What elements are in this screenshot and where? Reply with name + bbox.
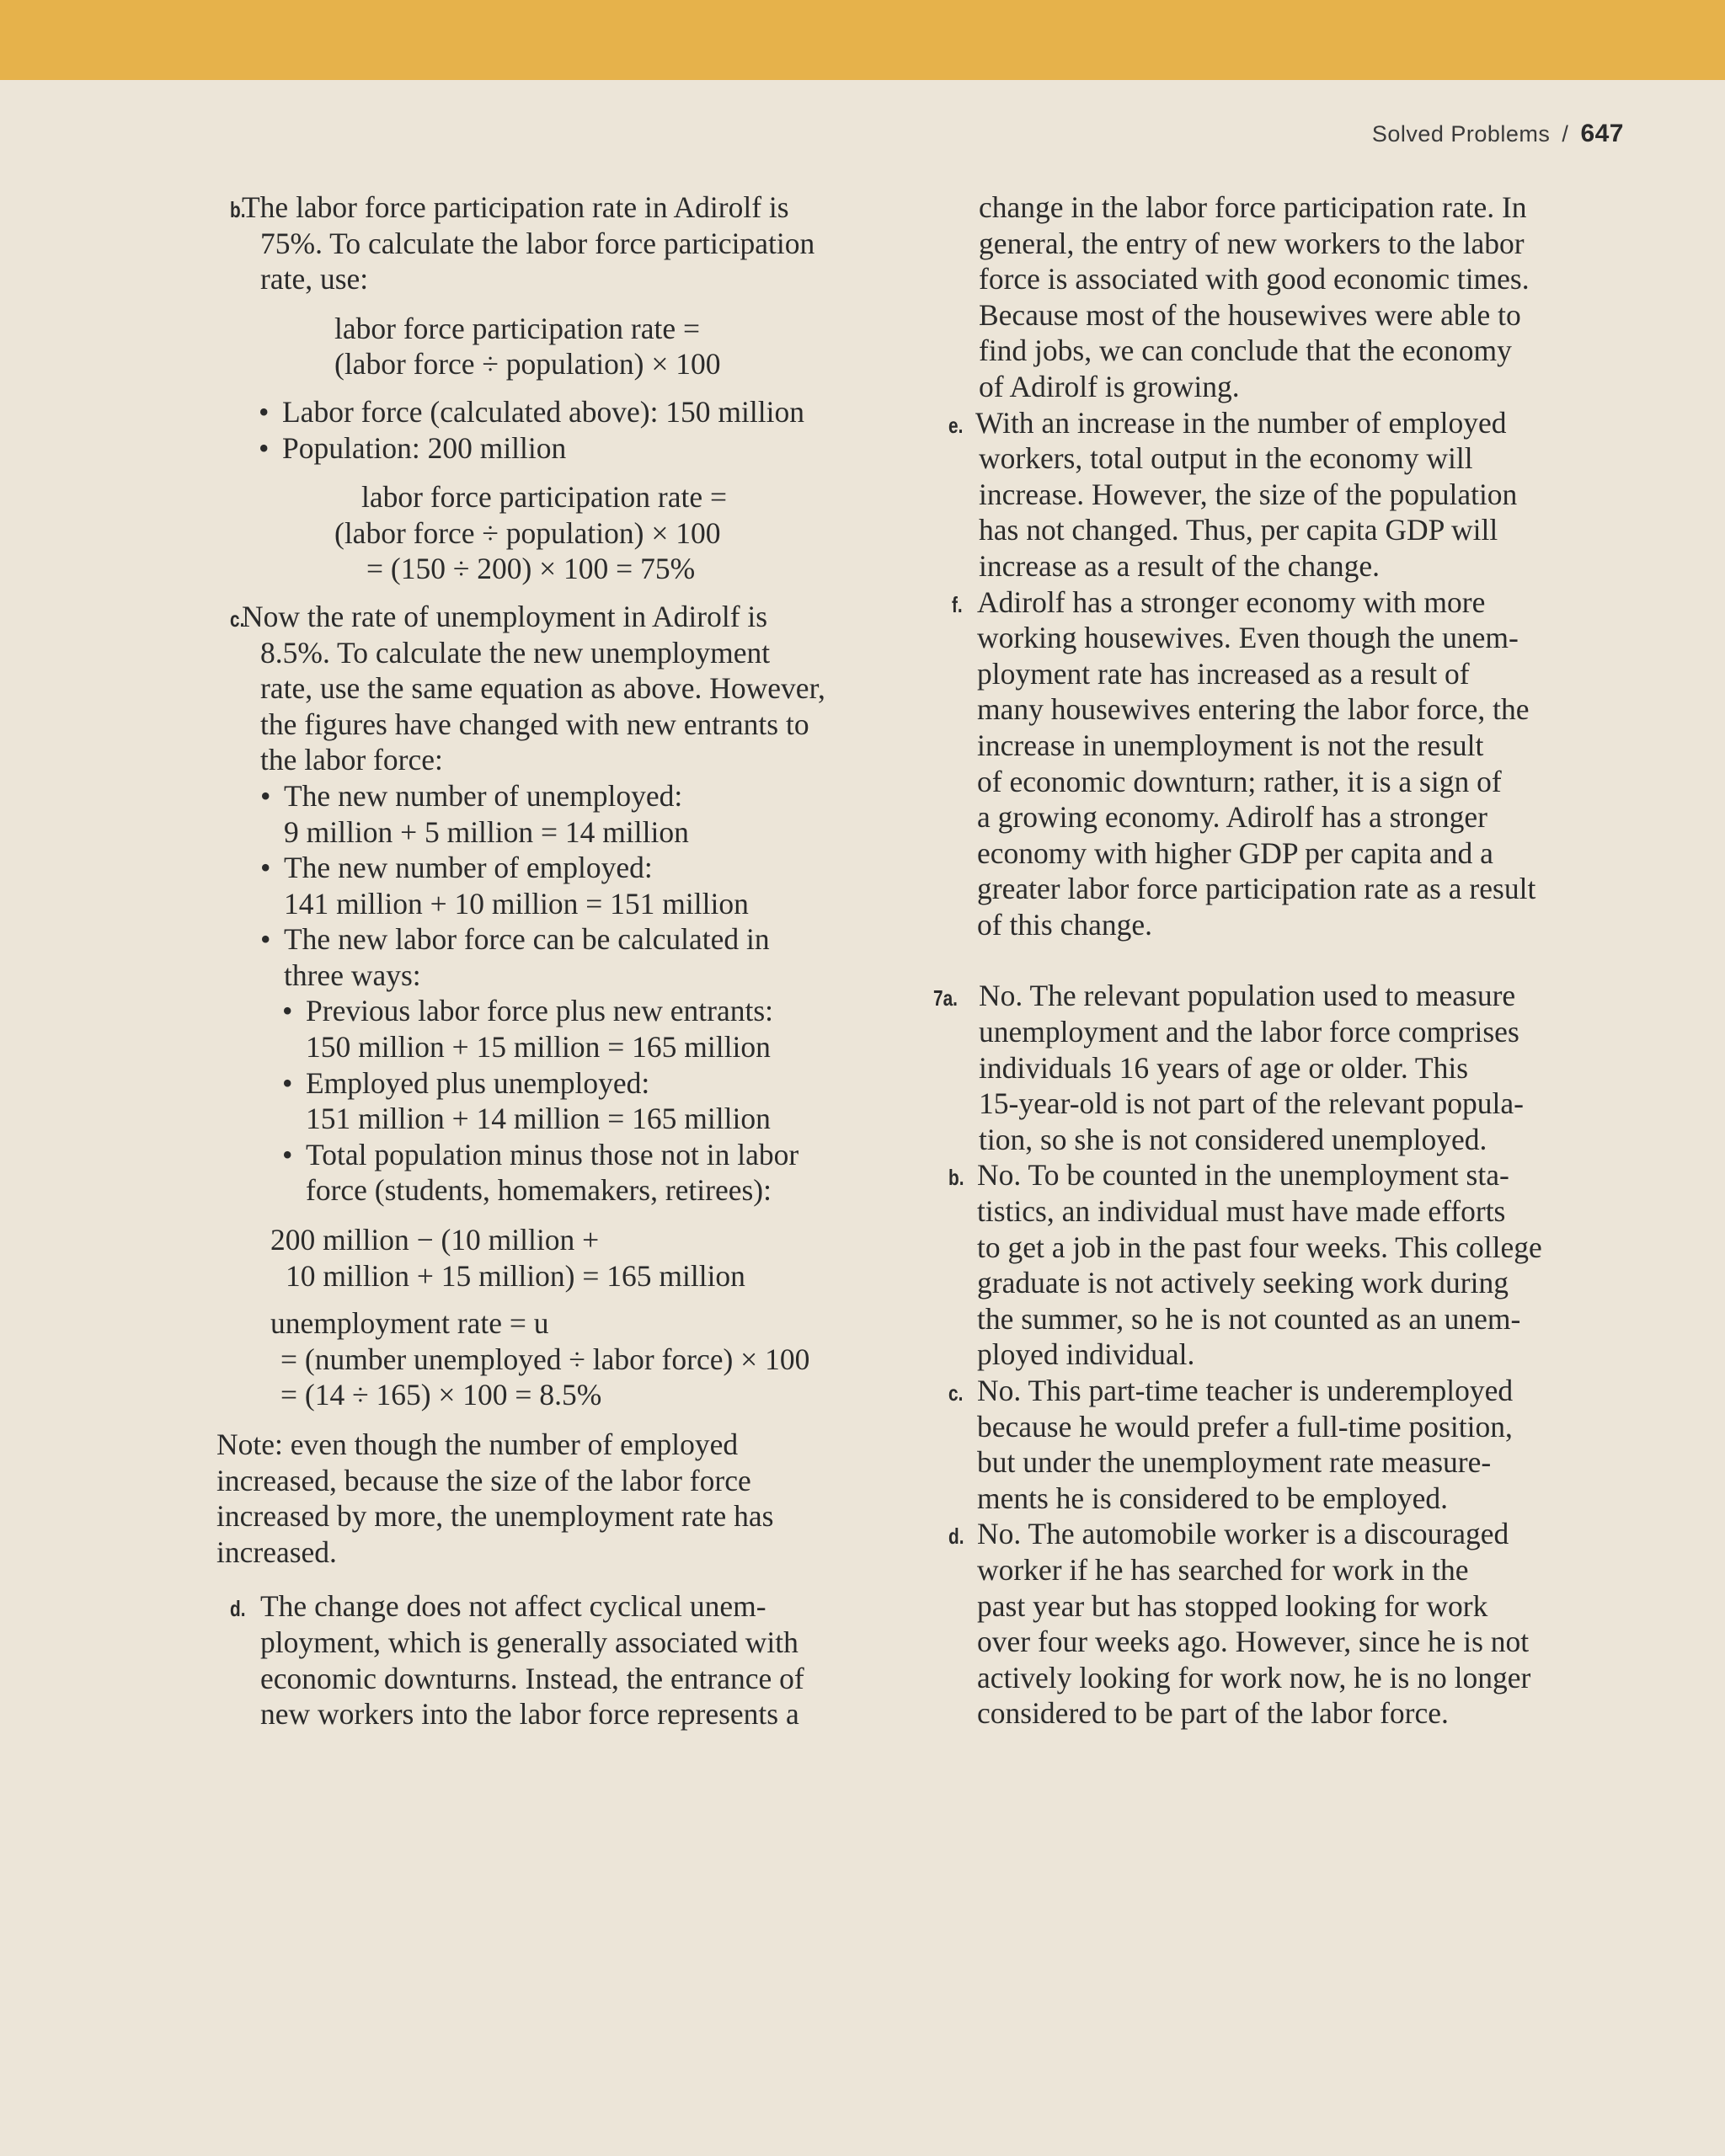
text-line: the labor force: — [260, 743, 443, 777]
text-line: over four weeks ago. However, since he is not — [977, 1625, 1530, 1659]
text-line: the summer, so he is not counted as an unem- — [977, 1301, 1521, 1336]
text-line: tion, so she is not considered unemployed. — [979, 1122, 1487, 1156]
item-label: e. — [948, 412, 964, 438]
formula-line: (labor force ÷ population) × 100 — [334, 347, 721, 382]
bullet-item — [260, 778, 914, 850]
answer-7a — [927, 978, 1634, 1157]
bullet-item — [259, 394, 914, 430]
text-line: ployment rate has increased as a result of — [977, 656, 1470, 691]
bullet-text: • The new number of employed: — [284, 851, 653, 885]
item-label: c. — [230, 606, 245, 632]
item-label: d. — [948, 1524, 964, 1550]
text-line: find jobs, we can conclude that the economy — [979, 334, 1512, 368]
text-line: ployed individual. — [977, 1337, 1195, 1372]
text-line: rate, use the same equation as above. However, — [260, 671, 825, 706]
bullet-text: 141 million + 10 million = 151 million — [284, 886, 749, 921]
answer-d-continued — [927, 189, 1634, 405]
text-line: considered to be part of the labor force. — [977, 1696, 1449, 1731]
formula-line: (labor force ÷ population) × 100 — [334, 515, 721, 550]
text-line: force is associated with good economic times. — [979, 262, 1530, 296]
answer-e — [927, 405, 1634, 584]
right-column — [927, 189, 1634, 1732]
bullet-text: Population: 200 million — [282, 430, 567, 465]
answer-d — [215, 1588, 914, 1732]
text-line: but under the unemployment rate measure- — [977, 1445, 1492, 1480]
text-line: economy with higher GDP per capita and a — [977, 835, 1493, 870]
bullet-text: • Total population minus those not in labor — [306, 1137, 799, 1171]
text-line: of Adirolf is growing. — [979, 369, 1240, 403]
header-separator: / — [1562, 121, 1569, 147]
text-line: has not changed. Thus, per capita GDP will — [979, 513, 1498, 547]
formula-line: = (150 ÷ 200) × 100 = 75% — [366, 552, 696, 586]
text-line: greater labor force participation rate as a result — [977, 872, 1536, 906]
answer-f — [927, 584, 1634, 943]
text-line: to get a job in the past four weeks. This college — [977, 1230, 1542, 1264]
bullet-text: 9 million + 5 million = 14 million — [284, 814, 689, 849]
text-line: because he would prefer a full-time position, — [977, 1409, 1513, 1444]
text-line: increase as a result of the change. — [979, 548, 1381, 583]
bullet-list — [215, 394, 914, 466]
text-line: With an increase in the number of employed — [975, 405, 1507, 440]
text-line: ployment, which is generally associated with — [260, 1625, 798, 1659]
text-line: 75%. To calculate the labor force participation — [260, 226, 815, 260]
text-line: No. This part-time teacher is underemployed — [977, 1374, 1514, 1407]
text-line: general, the entry of new workers to the labor — [979, 226, 1525, 260]
bullet-text: force (students, homemakers, retirees): — [306, 1173, 772, 1208]
formula-line: labor force participation rate = — [361, 480, 727, 515]
item-label: f. — [952, 591, 963, 617]
text-line: increased, because the size of the labor force — [216, 1463, 751, 1497]
text-line: of economic downturn; rather, it is a sign of — [977, 764, 1502, 798]
sub-bullet-item — [282, 993, 914, 1065]
item-label: d. — [230, 1596, 246, 1622]
running-head — [1372, 120, 1624, 148]
top-color-band — [0, 0, 1725, 80]
bullet-text: 150 million + 15 million = 165 million — [306, 1030, 771, 1065]
text-line: increased. — [216, 1534, 337, 1569]
text-line: No. To be counted in the unemployment sta- — [977, 1158, 1509, 1193]
item-label: b. — [948, 1165, 964, 1191]
answer-b — [215, 189, 914, 297]
answer-7c — [927, 1373, 1634, 1516]
page-number: 647 — [1580, 120, 1624, 147]
text-line: Note: even though the number of employed — [216, 1428, 739, 1461]
formula-line: labor force participation rate = — [334, 311, 700, 345]
total-calculation — [215, 1222, 914, 1294]
text-line: increase. However, the size of the population — [979, 477, 1518, 511]
text-line: 8.5%. To calculate the new unemployment — [260, 635, 771, 670]
unemployment-rate-calculation — [215, 1305, 914, 1413]
item-label: b. — [230, 197, 246, 222]
formula-line: 10 million + 15 million) = 165 million — [286, 1258, 745, 1293]
formula-line: 200 million − (10 million + — [270, 1223, 600, 1257]
item-label: 7a. — [933, 985, 958, 1011]
text-line: Because most of the housewives were able to — [979, 297, 1521, 332]
text-line: change in the labor force participation rate. In — [979, 190, 1527, 224]
calculation-block — [215, 479, 914, 587]
sub-bullet-item — [282, 1137, 914, 1209]
text-line: working housewives. Even though the unem- — [977, 621, 1519, 655]
text-line: worker if he has searched for work in the — [977, 1552, 1469, 1587]
text-line: rate, use: — [260, 262, 369, 296]
text-line: graduate is not actively seeking work during — [977, 1266, 1509, 1300]
bullet-text: • The new labor force can be calculated in — [284, 922, 770, 957]
formula-line: = (number unemployed ÷ labor force) × 100 — [280, 1342, 810, 1376]
bullet-text: • Employed plus unemployed: — [306, 1065, 650, 1100]
text-line: ments he is considered to be employed. — [977, 1481, 1448, 1515]
sub-bullet-item — [282, 1065, 914, 1137]
formula-line: = (14 ÷ 165) × 100 = 8.5% — [280, 1378, 602, 1412]
section-title: Solved Problems — [1371, 121, 1551, 147]
text-line: workers, total output in the economy will — [979, 441, 1473, 476]
note-paragraph — [216, 1427, 914, 1570]
text-line: No. The automobile worker is a discouraged — [977, 1517, 1509, 1551]
text-line: Adirolf has a stronger economy with more — [977, 584, 1486, 619]
text-line: actively looking for work now, he is no longer — [977, 1660, 1531, 1694]
text-line: a growing economy. Adirolf has a stronger — [977, 800, 1487, 835]
bullet-item — [260, 850, 914, 921]
bullet-text: Labor force (calculated above): 150 million — [282, 394, 805, 429]
bullet-text: three ways: — [284, 958, 421, 992]
answer-7b — [927, 1157, 1634, 1373]
bullet-text: • The new number of unemployed: — [284, 778, 683, 813]
answer-c — [215, 599, 914, 1209]
text-line: tistics, an individual must have made efforts — [977, 1194, 1506, 1229]
text-line: Now the rate of unemployment in Adirolf is — [242, 599, 768, 633]
text-line: of this change. — [977, 907, 1153, 942]
text-line: economic downturns. Instead, the entrance of — [260, 1661, 804, 1695]
item-label: c. — [948, 1380, 964, 1406]
text-line: No. The relevant population used to measure — [979, 979, 1516, 1013]
bullet-item — [259, 430, 914, 467]
bullet-item — [260, 921, 914, 993]
bullet-text: 151 million + 14 million = 165 million — [306, 1102, 771, 1136]
text-line: The change does not affect cyclical unem- — [260, 1589, 766, 1624]
text-line: The labor force participation rate in Adirolf is — [242, 190, 789, 224]
left-column — [215, 189, 914, 1732]
formula-line: unemployment rate = u — [270, 1306, 549, 1341]
text-line: new workers into the labor force represents a — [260, 1697, 799, 1732]
text-line: increase in unemployment is not the result — [977, 728, 1484, 762]
text-line: unemployment and the labor force comprises — [979, 1015, 1519, 1049]
answer-7d — [927, 1516, 1634, 1732]
bullet-text: • Previous labor force plus new entrants: — [306, 994, 774, 1028]
text-line: past year but has stopped looking for work — [977, 1588, 1488, 1623]
text-line: increased by more, the unemployment rate has — [216, 1499, 774, 1534]
text-line: many housewives entering the labor force, the — [977, 692, 1530, 727]
text-line: the figures have changed with new entrants to — [260, 707, 809, 741]
formula-block — [215, 311, 914, 382]
text-line: individuals 16 years of age or older. This — [979, 1050, 1469, 1085]
text-line: 15-year-old is not part of the relevant popula- — [979, 1086, 1524, 1121]
